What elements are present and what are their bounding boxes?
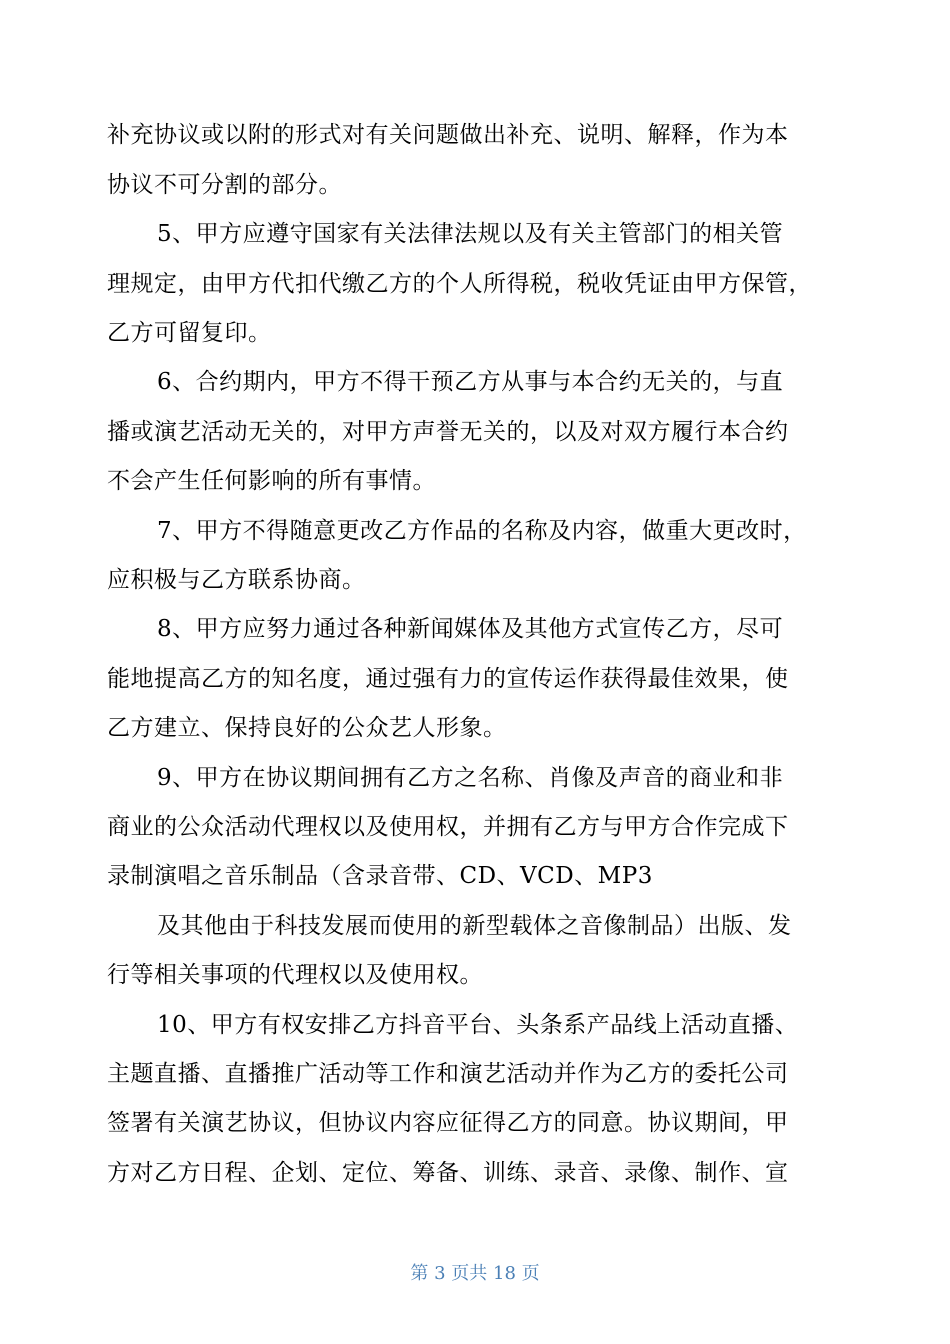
text-line: 10、甲方有权安排乙方抖音平台、头条系产品线上活动直播、 <box>157 1012 799 1038</box>
text-line: 8、甲方应努力通过各种新闻媒体及其他方式宣传乙方，尽可 <box>157 616 784 642</box>
text-line: 及其他由于科技发展而使用的新型载体之音像制品）出版、发 <box>157 913 792 939</box>
text-line: 录制演唱之音乐制品（含录音带、CD、VCD、MP3 <box>107 863 653 889</box>
text-line: 方对乙方日程、企划、定位、筹备、训练、录音、录像、制作、宣 <box>107 1160 789 1186</box>
text-line: 补充协议或以附的形式对有关问题做出补充、说明、解释，作为本 <box>107 122 789 148</box>
text-line: 播或演艺活动无关的，对甲方声誉无关的，以及对双方履行本合约 <box>107 419 789 445</box>
text-line: 能地提高乙方的知名度，通过强有力的宣传运作获得最佳效果，使 <box>107 666 789 692</box>
text-line: 主题直播、直播推广活动等工作和演艺活动并作为乙方的委托公司 <box>107 1061 789 1087</box>
text-line: 签署有关演艺协议，但协议内容应征得乙方的同意。协议期间，甲 <box>107 1110 789 1136</box>
text-line: 6、合约期内，甲方不得干预乙方从事与本合约无关的，与直 <box>157 369 784 395</box>
text-line: 理规定，由甲方代扣代缴乙方的个人所得税，税收凭证由甲方保管， <box>107 271 812 297</box>
text-line: 5、甲方应遵守国家有关法律法规以及有关主管部门的相关管 <box>157 221 784 247</box>
text-line: 9、甲方在协议期间拥有乙方之名称、肖像及声音的商业和非 <box>157 765 784 791</box>
text-line: 协议不可分割的部分。 <box>107 172 342 198</box>
text-line: 不会产生任何影响的所有事情。 <box>107 468 436 494</box>
text-line: 行等相关事项的代理权以及使用权。 <box>107 962 483 988</box>
text-line: 乙方可留复印。 <box>107 320 272 346</box>
text-line: 7、甲方不得随意更改乙方作品的名称及内容，做重大更改时， <box>157 518 807 544</box>
text-line: 乙方建立、保持良好的公众艺人形象。 <box>107 715 507 741</box>
text-line: 应积极与乙方联系协商。 <box>107 567 366 593</box>
text-line: 商业的公众活动代理权以及使用权，并拥有乙方与甲方合作完成下 <box>107 814 789 840</box>
page-number: 第 3 页共 18 页 <box>410 1263 540 1284</box>
